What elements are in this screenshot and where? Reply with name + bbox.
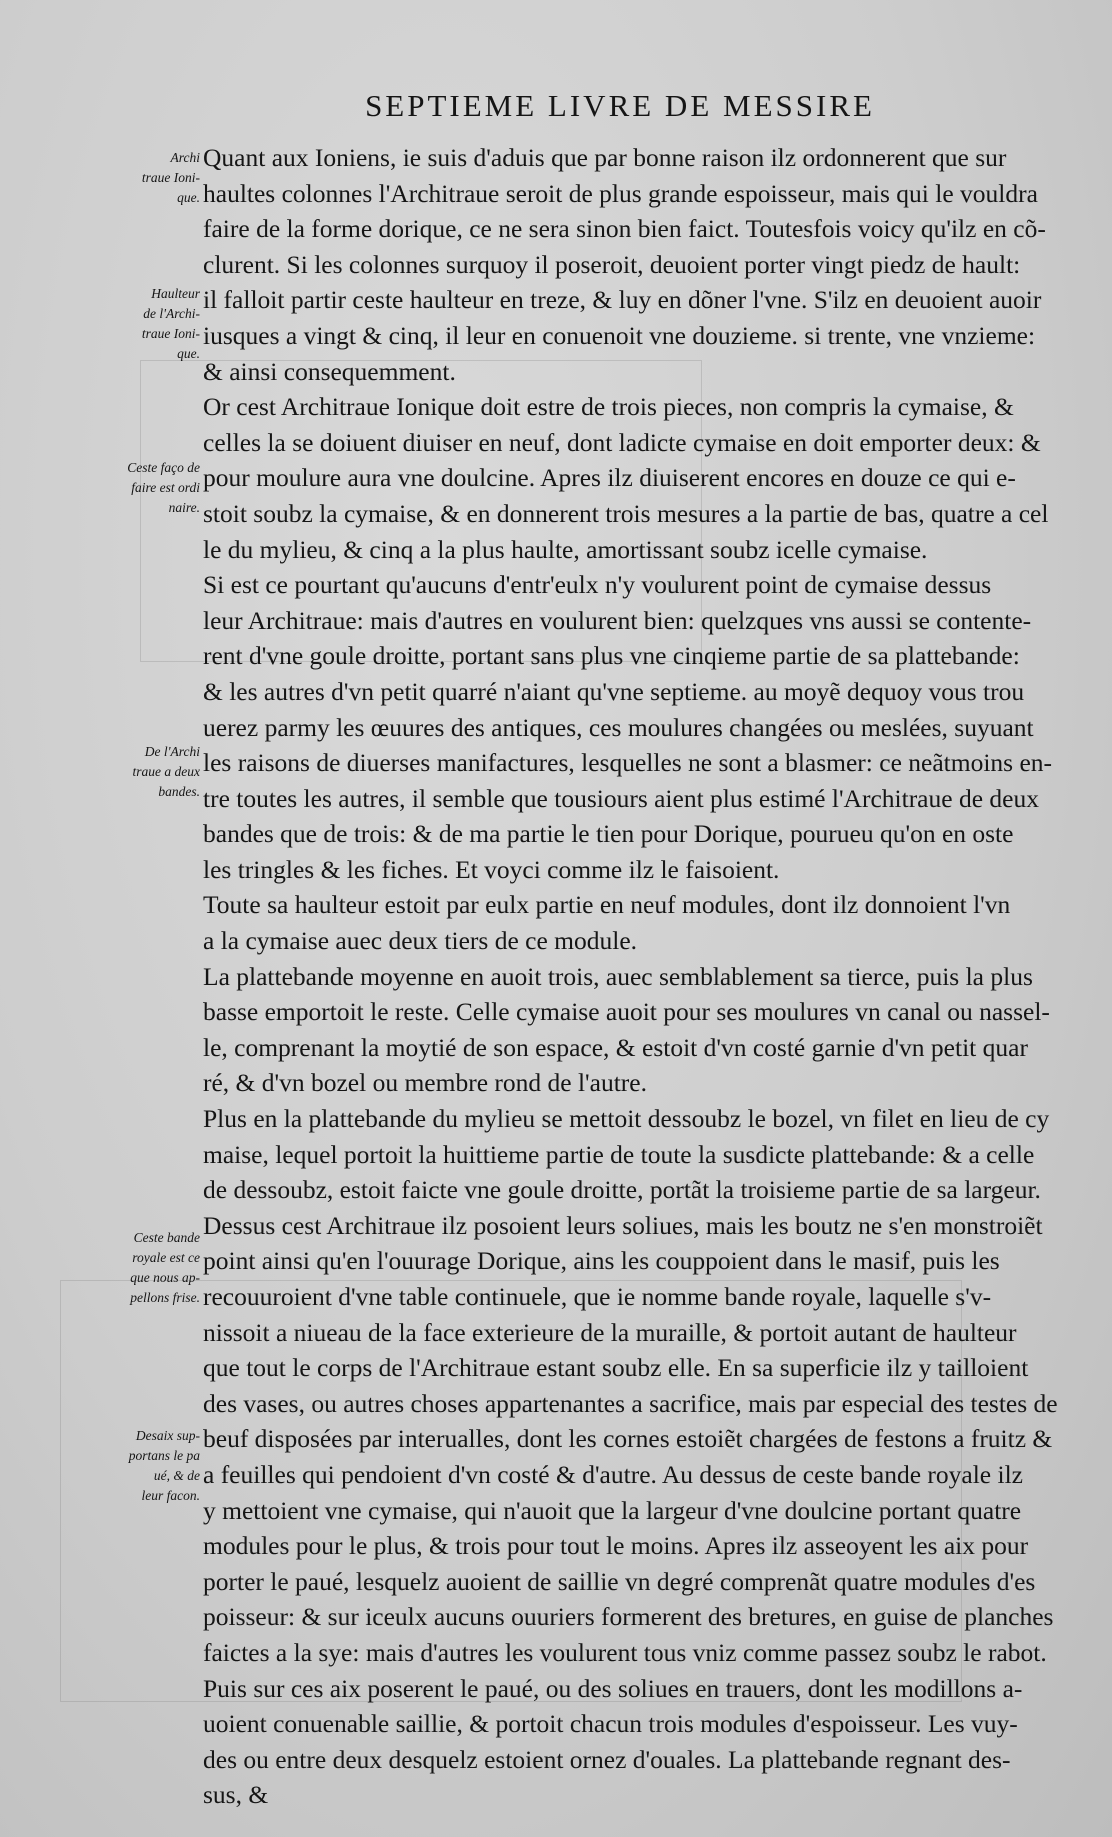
text-line: point ainsi qu'en l'ouurage Dorique, ains les couppoient dans le masif, puis les xyxy=(203,1246,1000,1276)
text-line: tre toutes les autres, il semble que tousiours aient plus estimé l'Architraue de deux xyxy=(203,783,1039,813)
text-line: haultes colonnes l'Architraue seroit de plus grande espoisseur, mais qui le vouldra xyxy=(203,178,1038,208)
text-line: poisseur: & sur iceulx aucuns ouuriers formerent des bretures, en guise de planches xyxy=(203,1602,1054,1632)
text-line: y mettoient vne cymaise, qui n'auoit que la largeur d'vne doulcine portant quatre xyxy=(203,1495,1022,1525)
text-line: il falloit partir ceste haulteur en treze, & luy en dõner l'vne. S'ilz en deuoient auoir xyxy=(203,285,1042,315)
text-line: de dessoubz, estoit faicte vne goule droitte, portãt la troisieme partie de sa largeur. xyxy=(203,1175,1041,1205)
text-line: faictes a la sye: mais d'autres les voulurent tous vniz comme passez soubz le rabot. xyxy=(203,1637,1047,1667)
text-line: nissoit a niueau de la face exterieure de la muraille, & portoit autant de haulteur xyxy=(203,1317,1017,1347)
text-line: Plus en la plattebande du mylieu se mettoit dessoubz le bozel, vn filet en lieu de cy xyxy=(203,1104,1050,1134)
text-line: bandes que de trois: & de ma partie le tien pour Dorique, pourueu qu'on en oste xyxy=(203,819,1014,849)
text-line: le, comprenant la moytié de son espace, & estoit d'vn costé garnie d'vn petit quar xyxy=(203,1032,1028,1062)
text-line: porter le paué, lesquelz auoient de saillie vn degré comprenãt quatre modules d'es xyxy=(203,1566,1036,1596)
margin-note: Ceste faço de faire est ordi naire. xyxy=(127,460,200,515)
margin-note: Ceste bande royale est ce que nous ap- pellons frise. xyxy=(130,1230,200,1305)
text-line: La plattebande moyenne en auoit trois, auec semblablement sa tierce, puis la plus xyxy=(203,961,1033,991)
text-line: clurent. Si les colonnes surquoy il poseroit, deuoient porter vingt piedz de hault: xyxy=(203,249,1021,279)
text-line: Or cest Architraue Ionique doit estre de trois pieces, non compris la cymaise, & xyxy=(203,392,1014,422)
text-line: uoient conuenable saillie, & portoit chacun trois modules d'espoisseur. Les vuy- xyxy=(203,1709,1018,1739)
text-line: des ou entre deux desquelz estoient ornez d'ouales. La plattebande regnant des- xyxy=(203,1744,1011,1774)
margin-note: Archi traue Ioni- que. xyxy=(141,150,200,205)
text-line: les tringles & les fiches. Et voyci comme ilz le faisoient. xyxy=(203,854,780,884)
margin-note: Desaix sup- portans le pa ué, & de leur facon. xyxy=(128,1428,200,1503)
text-line: les raisons de diuerses manifactures, lesquelles ne sont a blasmer: ce neãtmoins en- xyxy=(203,748,1053,778)
text-line: iusques a vingt & cinq, il leur en conuenoit vne douzieme. si trente, vne vnzieme: xyxy=(203,320,1036,350)
text-line: recouuroient d'vne table continuele, que ie nomme bande royale, laquelle s'v- xyxy=(203,1282,992,1311)
margin-note: Haulteur de l'Archi- traue Ioni- que. xyxy=(141,286,200,361)
text-line: rent d'vne goule droitte, portant sans plus vne cinqieme partie de sa plattebande: xyxy=(203,641,1020,671)
text-line: basse emportoit le reste. Celle cymaise auoit pour ses moulures vn canal ou nassel- xyxy=(203,997,1050,1027)
text-line: Toute sa haulteur estoit par eulx partie en neuf modules, dont ilz donnoient l'vn xyxy=(203,890,1011,920)
text-line: maise, lequel portoit la huittieme partie de toute la susdicte plattebande: & a celle xyxy=(203,1139,1035,1169)
text-line: Dessus cest Architraue ilz posoient leurs soliues, mais les boutz ne s'en monstroiẽt xyxy=(203,1210,1043,1240)
text-line: modules pour le plus, & trois pour tout le moins. Apres ilz asseoyent les aix pour xyxy=(203,1531,1029,1561)
text-line: pour moulure aura vne doulcine. Apres ilz diuiserent encores en douze ce qui e- xyxy=(203,463,1016,493)
text-line: Quant aux Ioniens, ie suis d'aduis que par bonne raison ilz ordonnerent que sur xyxy=(203,143,1007,172)
text-line: Puis sur ces aix poserent le paué, ou des soliues en trauers, dont les modillons a- xyxy=(203,1673,1023,1703)
text-line: a la cymaise auec deux tiers de ce module. xyxy=(203,926,638,956)
text-line: & les autres d'vn petit quarré n'aiant qu'vne septieme. au moyẽ dequoy vous trou xyxy=(203,676,1025,706)
margin-note: De l'Archi traue a deux bandes. xyxy=(132,744,200,799)
main-text xyxy=(203,140,1083,1813)
text-line: des vases, ou autres choses appartenantes a sacrifice, mais par especial des testes de xyxy=(203,1388,1058,1418)
text-line: Si est ce pourtant qu'aucuns d'entr'eulx n'y voulurent point de cymaise dessus xyxy=(203,570,992,600)
text-line: & ainsi consequemment. xyxy=(203,356,456,386)
text-line: ré, & d'vn bozel ou membre rond de l'autre. xyxy=(203,1068,647,1098)
text-line: celles la se doiuent diuiser en neuf, dont ladicte cymaise en doit emporter deux: & xyxy=(203,427,1041,457)
text-line: beuf disposées par interualles, dont les cornes estoiẽt chargées de festons a fruitz & xyxy=(203,1424,1053,1454)
text-line: uerez parmy les œuures des antiques, ces moulures changées ou meslées, suyuant xyxy=(203,712,1034,742)
text-line: stoit soubz la cymaise, & en donnerent trois mesures a la partie de bas, quatre a cel xyxy=(203,498,1049,528)
text-line: faire de la forme dorique, ce ne sera sinon bien faict. Toutesfois voicy qu'ilz en cõ- xyxy=(203,214,1046,244)
text-line: sus, & xyxy=(203,1780,269,1810)
text-line: a feuilles qui pendoient d'vn costé & d'autre. Au dessus de ceste bande royale ilz xyxy=(203,1459,1023,1489)
text-line: que tout le corps de l'Architraue estant soubz elle. En sa superficie ilz y tailloient xyxy=(203,1353,1029,1383)
text-line: le du mylieu, & cinq a la plus haulte, amortissant soubz icelle cymaise. xyxy=(203,534,928,564)
running-header: SEPTIEME LIVRE DE MESSIRE xyxy=(365,88,875,123)
text-line: leur Architraue: mais d'autres en voulurent bien: quelzques vns aussi se contente- xyxy=(203,605,1032,635)
